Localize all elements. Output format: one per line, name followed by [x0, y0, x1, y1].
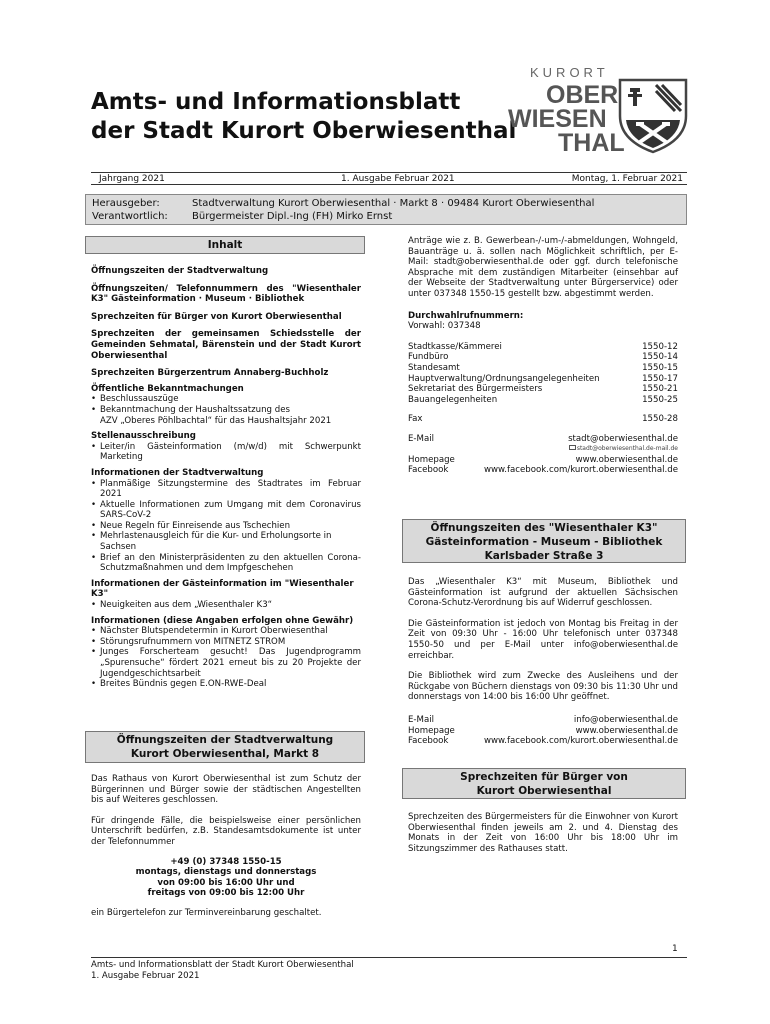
town-logo-graphic	[508, 64, 696, 154]
k3-email-link[interactable]: info@oberwiesenthal.de	[573, 714, 678, 725]
toc-section-3: Sprechzeiten für Bürger von Kurort Oberwiesenthal	[91, 311, 342, 322]
footer-line-2: 1. Ausgabe Februar 2021	[91, 971, 200, 981]
office-hours-section	[91, 774, 361, 919]
department-name: Sekretariat des Bürgermeisters	[408, 384, 543, 395]
document-title	[91, 88, 516, 146]
k3-homepage-row	[408, 726, 678, 737]
area-code: Vorwahl: 037348	[408, 321, 481, 332]
title-line-2: der Stadt Kurort Oberwiesenthal	[91, 118, 517, 144]
email-label: E-Mail	[408, 433, 434, 444]
direct-dial-table	[408, 342, 678, 406]
department-number: 1550-25	[642, 394, 678, 405]
k3-facebook-label: Facebook	[408, 736, 449, 747]
citizen-hours-heading-box	[402, 768, 686, 799]
responsible-value: Bürgermeister Dipl.-Ing (FH) Mirko Ernst	[192, 211, 393, 222]
list-item: • Breites Bündnis gegen E.ON-RWE-Deal	[91, 679, 361, 690]
citizen-hours-heading-1: Sprechzeiten für Bürger von	[460, 771, 628, 783]
office-hours-paragraph-1: Das Rathaus von Kurort Oberwiesenthal ist zum Schutz der Bürgerinnen und Bürger sowie der städtischen Angestellten bis auf Weiteres geschlossen.	[91, 774, 361, 806]
office-hours-heading-box	[85, 731, 365, 763]
logo-kurort: KURORT	[530, 65, 609, 80]
coat-of-arms-icon	[620, 80, 686, 152]
table-row	[408, 352, 678, 363]
fax-number: 1550-28	[642, 414, 678, 425]
list-item: • Aktuelle Informationen zum Umgang mit dem Coronavirus SARS-CoV-2	[91, 500, 361, 521]
office-hours-paragraph-3: ein Bürgertelefon zur Terminvereinbarung geschaltet.	[91, 907, 322, 918]
k3-email-row	[408, 715, 678, 726]
department-number: 1550-14	[642, 352, 678, 363]
toc-section-1: Öffnungszeiten der Stadtverwaltung	[91, 266, 269, 276]
logo-thal: THAL	[558, 129, 625, 154]
table-of-contents	[91, 266, 361, 690]
responsible-label: Verantwortlich:	[92, 211, 168, 222]
email-image-text: stadt@oberwiesenthal.de-mail.de	[576, 444, 678, 452]
list-item: • Störungsrufnummern von MITNETZ STROM	[91, 637, 361, 648]
k3-facebook-link[interactable]: www.facebook.com/kurort.oberwiesenthal.de	[483, 736, 678, 747]
department-name: Standesamt	[408, 362, 460, 373]
list-item: • Brief an den Ministerpräsidenten zu den aktuellen Corona-Schutzmaßnahmen und dem Impfgeschehen	[91, 553, 361, 574]
citizen-hours-heading-2: Kurort Oberwiesenthal	[476, 785, 612, 797]
toc-section-8: Informationen der Stadtverwaltung	[91, 467, 264, 478]
office-phone: +49 (0) 37348 1550-15	[170, 856, 282, 867]
k3-paragraph-1: Das „Wiesenthaler K3“ mit Museum, Bibliothek und Gästeinformation ist aufgrund der aktuellen Sächsischen Corona-Schutz-Verordnung bis auf Widerruf geschlossen.	[408, 577, 678, 609]
page-number: 1	[672, 944, 678, 954]
fax-label: Fax	[408, 414, 423, 425]
applications-section	[408, 236, 678, 476]
citizen-hours-section	[408, 812, 678, 854]
toc-section-6: Öffentliche Bekanntmachungen	[91, 383, 244, 394]
publisher-label: Herausgeber:	[92, 198, 160, 209]
k3-heading-1: Öffnungszeiten des "Wiesenthaler K3"	[430, 522, 658, 534]
k3-heading-2: Gästeinformation - Museum - Bibliothek	[425, 536, 663, 548]
k3-email-label: E-Mail	[408, 714, 434, 725]
facebook-link[interactable]: www.facebook.com/kurort.oberwiesenthal.de	[483, 465, 678, 476]
toc-heading-box	[85, 236, 365, 254]
list-item: • Nächster Blutspendetermin in Kurort Oberwiesenthal	[91, 626, 361, 637]
mail-icon	[569, 445, 576, 450]
table-row	[408, 342, 678, 353]
office-hours-line-3: freitags von 09:00 bis 12:00 Uhr	[147, 888, 305, 899]
toc-heading: Inhalt	[207, 239, 243, 251]
k3-homepage-label: Homepage	[408, 725, 455, 736]
publisher-value: Stadtverwaltung Kurort Oberwiesenthal · Markt 8 · 09484 Kurort Oberwiesenthal	[192, 198, 595, 209]
logo-ober: OBER	[546, 81, 619, 109]
facebook-label: Facebook	[408, 465, 449, 476]
k3-facebook-row	[408, 736, 678, 747]
toc-section-10: Informationen (diese Angaben erfolgen ohne Gewähr)	[91, 615, 354, 626]
direct-dial-heading: Durchwahlrufnummern:	[408, 310, 524, 321]
email-link[interactable]: stadt@oberwiesenthal.de	[568, 433, 678, 444]
homepage-label: Homepage	[408, 454, 455, 465]
office-hours-heading-1: Öffnungszeiten der Stadtverwaltung	[116, 734, 334, 746]
list-item: • Junges Forscherteam gesucht! Das Jugendprogramm „Spurensuche“ fördert 2021 erneut bis zu 20 Projekte der Jugendgeschichtsarbeit	[91, 647, 361, 679]
list-item: • Neue Regeln für Einreisende aus Tschechien	[91, 521, 361, 532]
toc-section-7: Stellenausschreibung	[91, 431, 196, 442]
email-row	[408, 434, 678, 445]
department-name: Bauangelegenheiten	[408, 394, 498, 405]
homepage-row	[408, 455, 678, 466]
logo-wiesen: WIESEN	[508, 105, 607, 133]
office-hours-heading-2: Kurort Oberwiesenthal, Markt 8	[130, 748, 320, 760]
k3-paragraph-2: Die Gästeinformation ist jedoch von Montag bis Freitag in der Zeit von 09:30 Uhr - 16:00 Uhr telefonisch unter 037348 1550-50 und per E-Mail unter info@oberwiesenthal.de erreichbar.	[408, 618, 678, 661]
toc-section-4: Sprechzeiten der gemeinsamen Schiedsstelle der Gemeinden Sehmatal, Bärenstein und der Stadt Kurort Oberwiesenthal	[91, 329, 361, 361]
list-item: • Mehrlastenausgleich für die Kur- und Erholungsorte in Sachsen	[91, 531, 361, 552]
list-item-continuation: AZV „Oberes Pöhlbachtal“ für das Haushaltsjahr 2021	[100, 415, 332, 426]
k3-homepage-link[interactable]: www.oberwiesenthal.de	[575, 725, 678, 736]
town-logo	[508, 64, 696, 154]
department-number: 1550-15	[642, 362, 678, 373]
k3-paragraph-3: Die Bibliothek wird zum Zwecke des Ausleihens und der Rückgabe von Büchern dienstags von 09:30 bis 11:30 Uhr und donnerstags von 14:00 bis 16:00 Uhr geöffnet.	[408, 671, 678, 703]
table-row	[408, 363, 678, 374]
page-footer	[91, 960, 354, 982]
applications-paragraph: Anträge wie z. B. Gewerbean-/-um-/-abmeldungen, Wohngeld, Bauanträge u. ä. sollen nach Möglichkeit schriftlich, per E-Mail: stadt@oberwiesenthal.de oder ggf. durch telefonische Absprache mit dem zuständigen Mitarbeiter (einsehbar auf der Webseite der Stadtverwaltung unter Bürgerservice) oder unter 037348 1550-15 gestellt bzw. abgestimmt werden.	[408, 236, 678, 299]
office-hours-line-1: montags, dienstags und donnerstags	[135, 867, 317, 878]
issue-label: 1. Ausgabe Februar 2021	[341, 174, 455, 184]
office-hours-line-2: von 09:00 bis 16:00 Uhr und	[157, 877, 295, 888]
issue-info-bar	[91, 172, 687, 185]
table-row	[408, 395, 678, 406]
department-name: Fundbüro	[408, 352, 449, 363]
toc-section-2: Öffnungszeiten/ Telefonnummern des "Wiesenthaler K3" Gästeinformation · Museum · Bibliothek	[91, 283, 361, 305]
table-row	[408, 374, 678, 385]
footer-line-1: Amts- und Informationsblatt der Stadt Kurort Oberwiesenthal	[91, 960, 354, 970]
citizen-hours-paragraph: Sprechzeiten des Bürgermeisters für die Einwohner von Kurort Oberwiesenthal finden jeweils am 2. und 4. Dienstag des Monats in der Zeit von 16:00 Uhr bis 18:00 Uhr im Sitzungszimmer des Rathauses statt.	[408, 812, 678, 854]
email-image	[408, 445, 678, 453]
department-number: 1550-21	[642, 384, 678, 395]
department-number: 1550-12	[642, 341, 678, 352]
homepage-link[interactable]: www.oberwiesenthal.de	[575, 454, 678, 465]
issue-date: Montag, 1. Februar 2021	[571, 174, 683, 184]
list-item: • Neuigkeiten aus dem „Wiesenthaler K3“	[91, 600, 361, 611]
k3-heading-3: Karlsbader Straße 3	[484, 550, 604, 562]
department-name: Hauptverwaltung/Ordnungsangelegenheiten	[408, 373, 600, 384]
footer-divider	[91, 957, 687, 958]
fax-row	[408, 414, 678, 425]
title-line-1: Amts- und Informationsblatt	[91, 89, 461, 115]
list-item: • Leiter/in Gästeinformation (m/w/d) mit Schwerpunkt Marketing	[91, 442, 361, 463]
k3-section	[408, 577, 678, 747]
publisher-box	[85, 194, 687, 225]
list-item: • Planmäßige Sitzungstermine des Stadtrates im Februar 2021	[91, 479, 361, 500]
toc-section-5: Sprechzeiten Bürgerzentrum Annaberg-Buchholz	[91, 368, 329, 379]
k3-heading-box	[402, 519, 686, 563]
department-name: Stadtkasse/Kämmerei	[408, 341, 502, 352]
volume-label: Jahrgang 2021	[99, 174, 165, 184]
department-number: 1550-17	[642, 373, 678, 384]
table-row	[408, 384, 678, 395]
toc-section-9: Informationen der Gästeinformation im "Wiesenthaler K3"	[91, 578, 354, 600]
office-hours-paragraph-2: Für dringende Fälle, die beispielsweise einer persönlichen Unterschrift bedürfen, z.B. Standesamtsdokumente ist unter der Telefonnummer	[91, 815, 361, 847]
list-item: • Bekanntmachung der Haushaltssatzung des	[91, 405, 361, 416]
facebook-row	[408, 465, 678, 476]
list-item: • Beschlussauszüge	[91, 394, 361, 405]
